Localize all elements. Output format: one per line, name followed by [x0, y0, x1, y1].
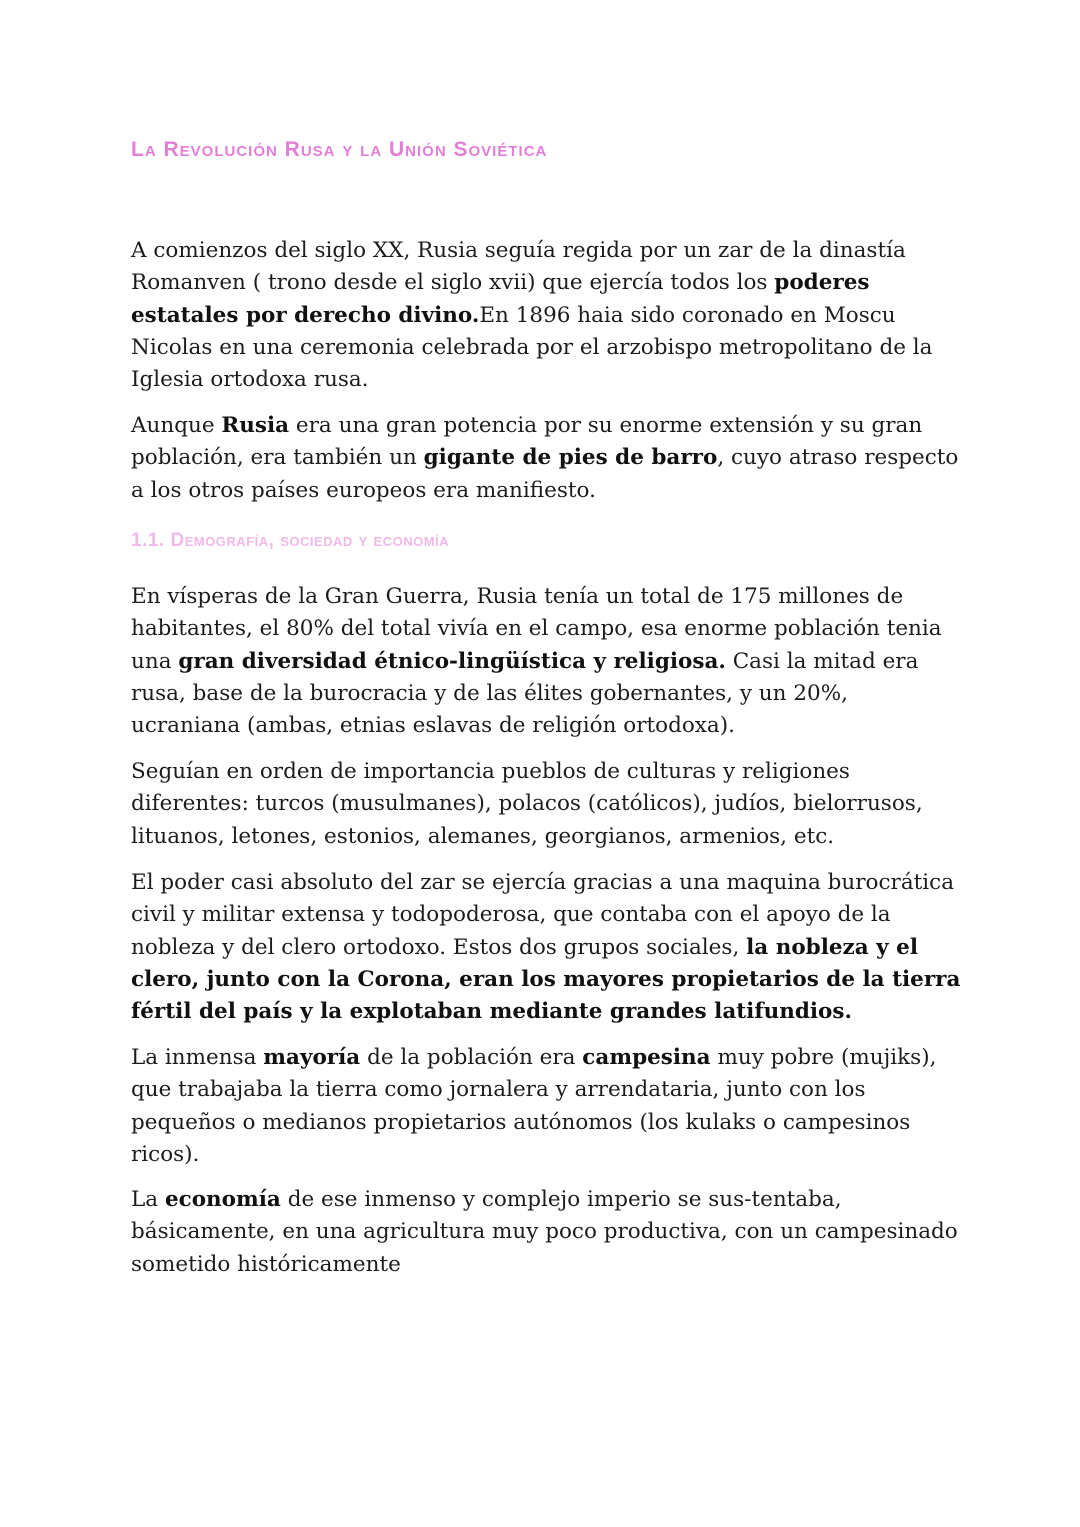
bold-text: la nobleza y el clero, junto con la Corona, eran los mayores propietarios de la tierra fértil del país y la explotaban mediante grandes latifundios. — [131, 934, 961, 1025]
text-run: En vísperas de la Gran Guerra, Rusia tenía un total de 175 millones de habitantes, el 80% del total vivía en el campo, esa enorme población tenia una — [131, 584, 942, 674]
text-run: muy pobre (mujiks), que trabajaba la tierra como jornalera y arrendataria, junto con los pequeños o medianos propietarios autónomos (los kulaks o campesinos ricos). — [131, 1045, 937, 1167]
paragraph — [131, 235, 961, 396]
text-run: Seguían en orden de importancia pueblos de culturas y religiones diferentes: turcos (musulmanes), polacos (católicos), judíos, bielorrusos, lituanos, letones, estonios, alemanes, georgianos, armenios, etc. — [131, 759, 923, 849]
section-subtitle: 1.1. Demografía, sociedad y economía — [131, 530, 450, 551]
document-title: La Revolución Rusa y la Unión Soviética — [131, 138, 548, 161]
text-run: , cuyo atraso respecto a los otros países europeos era manifiesto. — [131, 445, 959, 503]
bold-text: campesina — [582, 1045, 711, 1070]
bold-text: gigante de pies de barro — [423, 445, 718, 471]
paragraph — [131, 1184, 961, 1281]
paragraph — [131, 867, 961, 1028]
text-run: era una gran potencia por su enorme extensión y su gran población, era también un — [131, 413, 923, 471]
text-run: de ese inmenso y complejo imperio se sus-tentaba, básicamente, en una agricultura muy poco productiva, con un campesinado sometido históricamente — [131, 1187, 958, 1277]
text-run: La inmensa — [131, 1045, 264, 1070]
text-run: de la población era — [360, 1045, 583, 1070]
bold-text: poderes estatales por derecho divino. — [131, 270, 870, 328]
paragraph — [131, 581, 961, 742]
bold-text: gran diversidad étnico-lingüística y religiosa. — [178, 648, 726, 674]
text-run: La — [131, 1187, 165, 1212]
text-run: A comienzos del siglo XX, Rusia seguía regida por un zar de la dinastía Romanven ( trono desde el siglo xvii) que ejercía todos los — [131, 238, 906, 296]
bold-text: economía — [164, 1187, 281, 1212]
text-run: En 1896 haia sido coronado en Moscu Nicolas en una ceremonia celebrada por el arzobispo metropolitano de la Iglesia ortodoxa rusa. — [131, 302, 933, 393]
paragraph — [131, 756, 961, 853]
paragraph — [131, 1042, 961, 1171]
text-run: Aunque — [131, 413, 222, 438]
text-run: El poder casi absoluto del zar se ejercía gracias a una maquina burocrática civil y militar extensa y todopoderosa, que contaba con el apoyo de la nobleza y del clero ortodoxo. Estos dos grupos sociales, — [131, 870, 955, 960]
paragraph — [131, 410, 961, 507]
text-run: Casi la mitad era rusa, base de la burocracia y de las élites gobernantes, y un 20%, ucraniana (ambas, etnias eslavas de religión ortodoxa). — [131, 648, 919, 739]
bold-text: Rusia — [221, 413, 290, 438]
bold-text: mayoría — [263, 1045, 361, 1070]
